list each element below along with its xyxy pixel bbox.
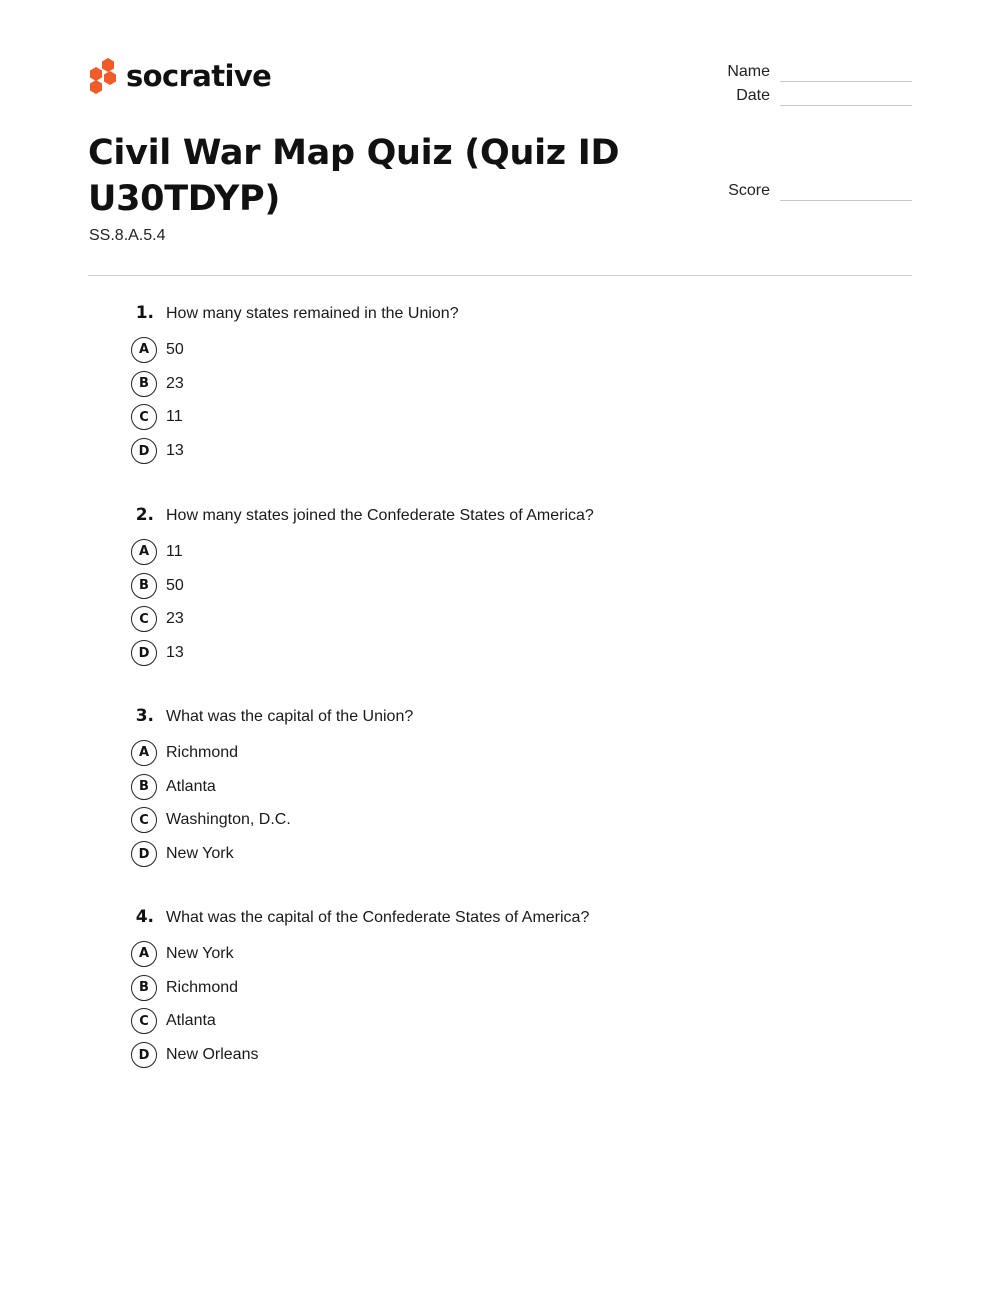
option-b[interactable] — [130, 770, 830, 804]
option-a[interactable] — [130, 535, 830, 569]
option-text: Washington, D.C. — [166, 811, 291, 829]
option-letter-badge: D — [131, 640, 157, 666]
option-letter-badge: D — [131, 841, 157, 867]
option-text: 11 — [166, 408, 183, 426]
option-text: 50 — [166, 576, 184, 594]
option-text: 13 — [166, 442, 184, 460]
option-b[interactable] — [130, 569, 830, 603]
question-number: 2. — [135, 505, 154, 525]
option-letter-badge: B — [131, 371, 157, 397]
question-4 — [130, 907, 830, 1072]
option-text: 23 — [166, 374, 184, 392]
option-letter-badge: B — [131, 573, 157, 599]
question-text: What was the capital of the Confederate States of America? — [166, 909, 590, 926]
question-number: 1. — [135, 303, 154, 323]
option-letter-badge: C — [131, 606, 157, 632]
question-text: How many states joined the Confederate States of America? — [166, 507, 594, 524]
hexagon-cluster-icon — [88, 57, 118, 95]
option-text: New York — [166, 845, 234, 863]
question-2 — [130, 505, 830, 670]
option-text: New York — [166, 944, 234, 962]
option-letter-badge: A — [131, 337, 157, 363]
question-number: 3. — [135, 706, 154, 726]
header-divider — [88, 275, 912, 276]
option-d[interactable] — [130, 434, 830, 468]
option-c[interactable] — [130, 804, 830, 838]
score-line — [780, 185, 912, 201]
brand-name: socrative — [126, 58, 272, 93]
option-d[interactable] — [130, 636, 830, 670]
date-line — [780, 90, 912, 106]
question-number: 4. — [135, 907, 154, 927]
name-line — [780, 66, 912, 82]
option-letter-badge: A — [131, 539, 157, 565]
standard-code: SS.8.A.5.4 — [89, 227, 166, 244]
quiz-title: Civil War Map Quiz (Quiz ID U30TDYP) — [88, 133, 620, 219]
option-c[interactable] — [130, 1005, 830, 1039]
option-d[interactable] — [130, 837, 830, 871]
option-letter-badge: B — [131, 975, 157, 1001]
option-a[interactable] — [130, 736, 830, 770]
option-a[interactable] — [130, 937, 830, 971]
option-letter-badge: A — [131, 941, 157, 967]
name-field — [690, 62, 912, 82]
option-c[interactable] — [130, 603, 830, 637]
option-letter-badge: D — [131, 1042, 157, 1068]
option-b[interactable] — [130, 367, 830, 401]
option-d[interactable] — [130, 1038, 830, 1072]
option-text: Atlanta — [166, 777, 216, 795]
option-letter-badge: C — [131, 807, 157, 833]
option-text: 13 — [166, 644, 184, 662]
option-text: 23 — [166, 610, 184, 628]
score-label: Score — [728, 182, 770, 199]
option-text: Atlanta — [166, 1012, 216, 1030]
option-letter-badge: B — [131, 774, 157, 800]
score-field — [690, 181, 912, 201]
option-c[interactable] — [130, 401, 830, 435]
question-3 — [130, 706, 830, 871]
brand-logo — [88, 57, 271, 95]
option-text: 50 — [166, 340, 184, 358]
option-text: Richmond — [166, 743, 239, 761]
option-letter-badge: D — [131, 438, 157, 464]
option-letter-badge: A — [131, 740, 157, 766]
option-a[interactable] — [130, 333, 830, 367]
option-text: 11 — [166, 542, 183, 560]
question-text: What was the capital of the Union? — [166, 708, 414, 725]
option-b[interactable] — [130, 971, 830, 1005]
date-label: Date — [736, 87, 770, 104]
option-text: Richmond — [166, 978, 239, 996]
option-letter-badge: C — [131, 1008, 157, 1034]
name-label: Name — [727, 63, 770, 80]
question-1 — [130, 303, 830, 468]
option-text: New Orleans — [166, 1046, 259, 1064]
option-letter-badge: C — [131, 404, 157, 430]
date-field — [690, 86, 912, 106]
question-text: How many states remained in the Union? — [166, 305, 459, 322]
